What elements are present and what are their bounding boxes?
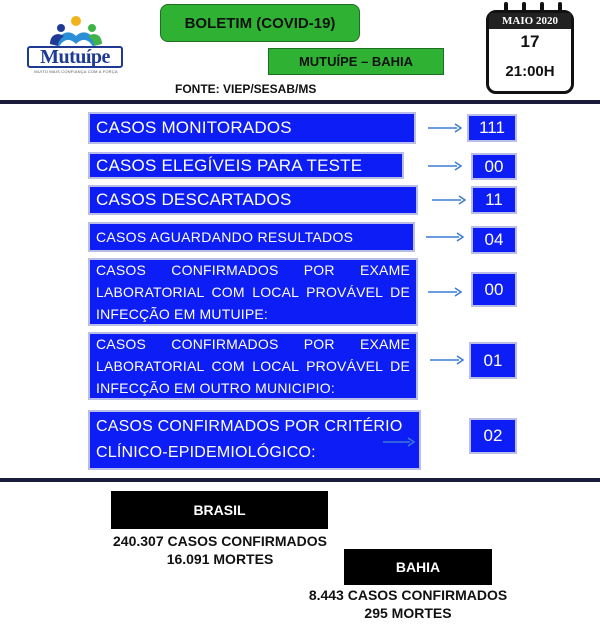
arrow-right-icon [432, 194, 466, 206]
arrow-right-icon [426, 231, 464, 243]
brasil-title: BRASIL [111, 491, 328, 529]
row-label: CASOS MONITORADOS [96, 118, 292, 137]
calendar-day: 17 [520, 32, 540, 51]
row-value: 00 [471, 272, 517, 307]
row-value: 11 [471, 186, 517, 214]
arrow-right-icon [383, 436, 415, 448]
row-label: CASOS AGUARDANDO RESULTADOS [96, 229, 354, 245]
row-label: CASOS ELEGÍVEIS PARA TESTE [96, 155, 363, 175]
calendar-month: MAIO 2020 [489, 13, 571, 29]
arrow-right-icon [430, 354, 464, 366]
bahia-deaths: 295 MORTES [364, 605, 452, 621]
arrow-right-icon [428, 286, 462, 298]
row-confirmed-other [88, 332, 418, 400]
row-value: 02 [469, 418, 517, 454]
bahia-confirmed: 8.443 CASOS CONFIRMADOS [308, 587, 508, 603]
row-value: 111 [467, 114, 517, 142]
row-eligible [88, 152, 404, 179]
row-label: CASOS CONFIRMADOS POR EXAME LABORATORIAL COM LOCAL PROVÁVEL DE INFECÇÃO EM MUTUIPE: [96, 262, 410, 322]
bulletin-title: BOLETIM (COVID-19) [160, 4, 360, 42]
row-label: CASOS DESCARTADOS [96, 190, 292, 209]
source-label: FONTE: VIEP/SESAB/MS [175, 82, 317, 96]
row-confirmed-local [88, 258, 418, 326]
row-value: 04 [471, 226, 517, 254]
header-divider [0, 100, 600, 104]
arrow-right-icon [428, 122, 462, 134]
brasil-confirmed: 240.307 CASOS CONFIRMADOS [113, 533, 327, 549]
arrow-right-icon [428, 160, 462, 172]
row-monitored [88, 112, 416, 144]
row-value: 00 [471, 153, 517, 180]
row-confirmed-clinical [88, 410, 421, 470]
municipality-logo [14, 8, 136, 82]
logo-wordmark: Mutuípe [27, 46, 123, 68]
bahia-title: BAHIA [344, 549, 492, 585]
row-value: 01 [469, 342, 517, 379]
calendar-time: 21:00H [505, 63, 555, 80]
brasil-deaths: 16.091 MORTES [166, 551, 274, 567]
row-label: CASOS CONFIRMADOS POR CRITÉRIO CLÍNICO-EPIDEMIOLÓGICO: [96, 418, 403, 461]
row-awaiting [88, 222, 415, 252]
row-discarded [88, 185, 418, 215]
logo-tagline: MUITO MAIS CONFIANÇA COM A FORÇA [34, 69, 118, 74]
row-label: CASOS CONFIRMADOS POR EXAME LABORATORIAL COM LOCAL PROVÁVEL DE INFECÇÃO EM OUTRO MUNICIPIO: [96, 336, 410, 396]
city-label: MUTUÍPE – BAHIA [268, 48, 444, 75]
footer-divider [0, 478, 600, 482]
